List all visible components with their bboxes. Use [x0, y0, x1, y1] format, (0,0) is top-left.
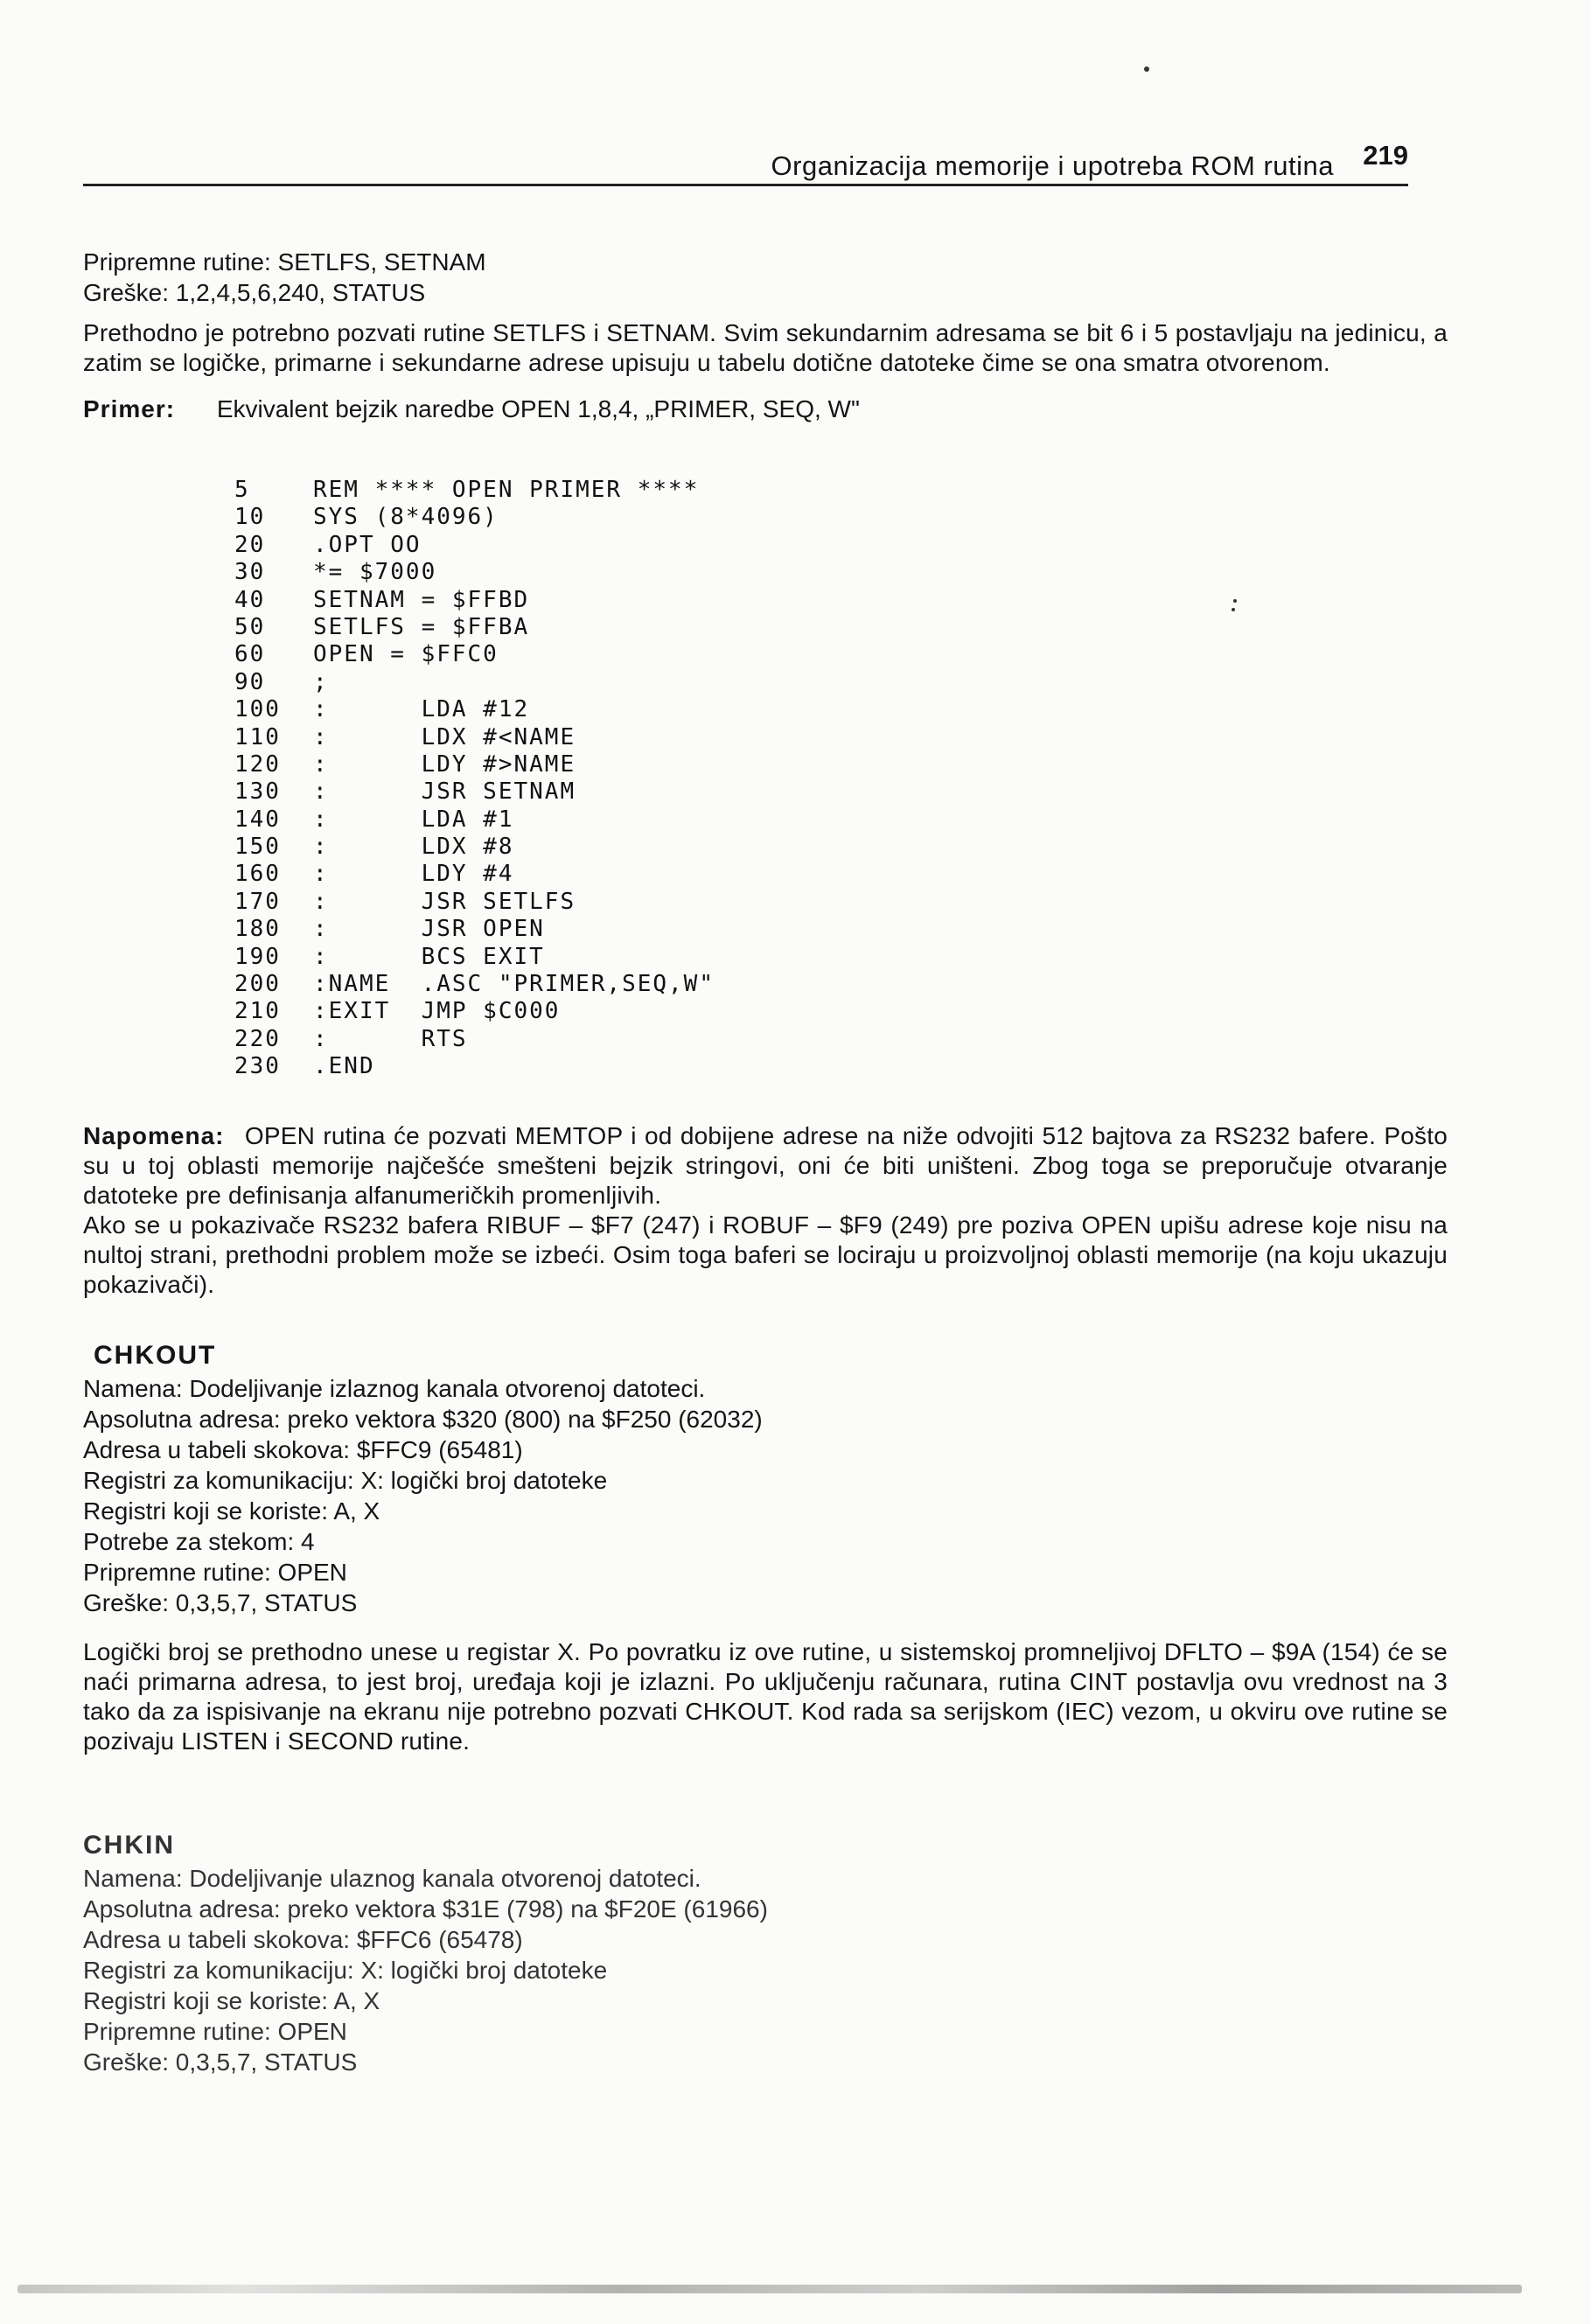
napomena-section — [83, 1121, 1448, 1300]
code-line — [234, 504, 715, 531]
code-line-number: 170 — [234, 888, 281, 915]
code-line-number: 210 — [234, 998, 281, 1025]
header-title: Organizacija memorije i upotreba ROM rutina — [771, 150, 1334, 181]
code-statement: SETLFS = $FFBA — [313, 613, 530, 640]
code-listing — [234, 477, 715, 1081]
chkout-line: Potrebe za stekom: 4 — [83, 1528, 315, 1555]
code-line-number: 220 — [234, 1025, 281, 1052]
code-line-number: 5 — [234, 477, 250, 503]
chkin-line: Apsolutna adresa: preko vektora $31E (798) na $F20E (61966) — [83, 1895, 768, 1923]
code-line — [234, 587, 715, 614]
code-line-number: 90 — [234, 668, 266, 695]
code-statement: : JSR SETNAM — [313, 778, 576, 806]
chkout-line: Greške: 0,3,5,7, STATUS — [83, 1589, 358, 1616]
chkin-line: Greške: 0,3,5,7, STATUS — [83, 2048, 358, 2076]
code-statement: : LDA #12 — [313, 696, 530, 723]
code-line — [234, 532, 715, 559]
scan-speck — [1144, 66, 1149, 72]
code-line-number: 40 — [234, 586, 266, 613]
code-line — [234, 614, 715, 641]
code-line — [234, 778, 715, 806]
code-line-number: 140 — [234, 806, 281, 833]
code-statement: OPEN = $FFC0 — [313, 641, 499, 668]
code-statement: : LDA #1 — [313, 806, 514, 833]
code-line — [234, 806, 715, 834]
chkout-section — [83, 1338, 1448, 1756]
code-statement: REM **** OPEN PRIMER **** — [313, 477, 700, 503]
chkout-line: Registri za komunikaciju: X: logički broj datoteke — [83, 1467, 608, 1494]
code-line — [234, 751, 715, 778]
chkout-line: Namena: Dodeljivanje izlaznog kanala otvorenoj datoteci. — [83, 1375, 706, 1402]
code-line-number: 190 — [234, 943, 281, 970]
code-statement: : JSR SETLFS — [313, 888, 576, 915]
napomena-text-2: Ako se u pokazivače RS232 bafera RIBUF – $F7 (247) i ROBUF – $F9 (249) pre poziva OPEN upišu adrese koje nisu na nultoj strani, prethodni problem može se izbeći. Osim toga baferi se lociraju u proizvoljnoj oblasti memorije (na koju ukazuju pokazivači). — [83, 1211, 1448, 1298]
code-line-number: 130 — [234, 778, 281, 806]
chkout-line: Registri koji se koriste: A, X — [83, 1497, 380, 1525]
napomena-paragraph — [83, 1121, 1448, 1211]
code-line — [234, 669, 715, 696]
code-line-number: 30 — [234, 559, 266, 586]
code-statement: : RTS — [313, 1025, 468, 1052]
code-line — [234, 559, 715, 586]
open-routine-section — [83, 247, 1448, 424]
code-statement: .OPT OO — [313, 531, 422, 558]
scan-edge-smudge — [17, 2285, 1522, 2293]
code-line-number: 50 — [234, 613, 266, 640]
code-line-number: 120 — [234, 750, 281, 778]
code-statement: : BCS EXIT — [313, 943, 545, 970]
napomena-text-1: OPEN rutina će pozvati MEMTOP i od dobijene adrese na niže odvojiti 512 bajtova za RS232 bafere. Pošto su u toj oblasti memorije najčešće smešteni bejzik stringovi, oni će biti uništeni. Zbog toga se preporučuje otvaranje datoteke pre definisanja alfanumeričkih promenljivih. — [83, 1122, 1448, 1209]
code-line — [234, 724, 715, 751]
code-statement: *= $7000 — [313, 559, 437, 586]
code-statement: : LDY #>NAME — [313, 750, 576, 778]
scan-speck — [1233, 599, 1237, 603]
chkout-title: CHKOUT — [94, 1341, 217, 1370]
chkin-line: Registri za komunikaciju: X: logički broj datoteke — [83, 1957, 608, 1984]
chkin-line: Registri koji se koriste: A, X — [83, 1987, 380, 2014]
code-line-number: 160 — [234, 861, 281, 888]
primer-text: Ekvivalent bejzik naredbe OPEN 1,8,4, „PRIMER, SEQ, W" — [216, 395, 860, 422]
pripremne-rutine: Pripremne rutine: SETLFS, SETNAM — [83, 248, 486, 276]
chkout-line: Adresa u tabeli skokova: $FFC9 (65481) — [83, 1436, 523, 1463]
code-line — [234, 1026, 715, 1053]
scan-speck — [1232, 608, 1235, 611]
code-statement: .END — [313, 1053, 375, 1080]
code-line — [234, 834, 715, 861]
code-line-number: 100 — [234, 696, 281, 723]
code-line — [234, 916, 715, 943]
code-line — [234, 889, 715, 916]
code-statement: ; — [313, 668, 329, 695]
chkin-line: Pripremne rutine: OPEN — [83, 2018, 347, 2045]
code-statement: :NAME .ASC "PRIMER,SEQ,W" — [313, 971, 715, 998]
code-statement: SYS (8*4096) — [313, 504, 499, 531]
code-line-number: 230 — [234, 1053, 281, 1080]
code-line — [234, 861, 715, 888]
code-statement: SETNAM = $FFBD — [313, 586, 530, 613]
chkout-line: Apsolutna adresa: preko vektora $320 (800) na $F250 (62032) — [83, 1406, 763, 1433]
napomena-label: Napomena: — [83, 1122, 225, 1149]
code-statement: : JSR OPEN — [313, 916, 545, 943]
primer-label: Primer: — [83, 395, 176, 422]
code-line-number: 110 — [234, 723, 281, 750]
chkin-line: Adresa u tabeli skokova: $FFC6 (65478) — [83, 1926, 523, 1953]
chkout-line: Pripremne rutine: OPEN — [83, 1559, 347, 1586]
code-line — [234, 1053, 715, 1080]
code-line — [234, 971, 715, 998]
code-line-number: 200 — [234, 971, 281, 998]
page-header — [83, 131, 1408, 186]
primer-line — [83, 394, 1448, 424]
code-line-number: 150 — [234, 834, 281, 861]
greske: Greške: 1,2,4,5,6,240, STATUS — [83, 279, 426, 306]
code-line — [234, 641, 715, 668]
code-statement: : LDY #4 — [313, 861, 514, 888]
chkin-section — [83, 1828, 1448, 2077]
page-number: 219 — [1363, 140, 1408, 171]
code-line — [234, 477, 715, 504]
open-description: Prethodno je potrebno pozvati rutine SETLFS i SETNAM. Svim sekundarnim adresama se bit 6 i 5 postavljaju na jedinicu, a zatim se logičke, primarne i sekundarne adrese upisuju u tabelu dotične datoteke čime se ona smatra otvorenom. — [83, 319, 1448, 376]
chkout-description: Logički broj se prethodno unese u registar X. Po povratku iz ove rutine, u sistemskoj promneljivoj DFLTO – $9A (154) će se naći primarna adresa, to jest broj, uređaja koji je izlazni. Po uključenju računara, rutina CINT postavlja ovu vrednost na 3 tako da za ispisivanje na ekranu nije potrebno pozvati CHKOUT. Kod rada sa serijskom (IEC) vezom, u okviru ove rutine se pozivaju LISTEN i SECOND rutine. — [83, 1638, 1448, 1755]
code-statement: : LDX #<NAME — [313, 723, 576, 750]
code-line — [234, 998, 715, 1025]
chkin-title: CHKIN — [83, 1831, 175, 1860]
code-statement: : LDX #8 — [313, 834, 514, 861]
code-line-number: 10 — [234, 504, 266, 531]
code-statement: :EXIT JMP $C000 — [313, 998, 561, 1025]
code-line-number: 60 — [234, 641, 266, 668]
code-line-number: 180 — [234, 916, 281, 943]
chkin-line: Namena: Dodeljivanje ulaznog kanala otvorenoj datoteci. — [83, 1865, 701, 1892]
code-line — [234, 944, 715, 971]
code-line — [234, 696, 715, 723]
code-line-number: 20 — [234, 531, 266, 558]
